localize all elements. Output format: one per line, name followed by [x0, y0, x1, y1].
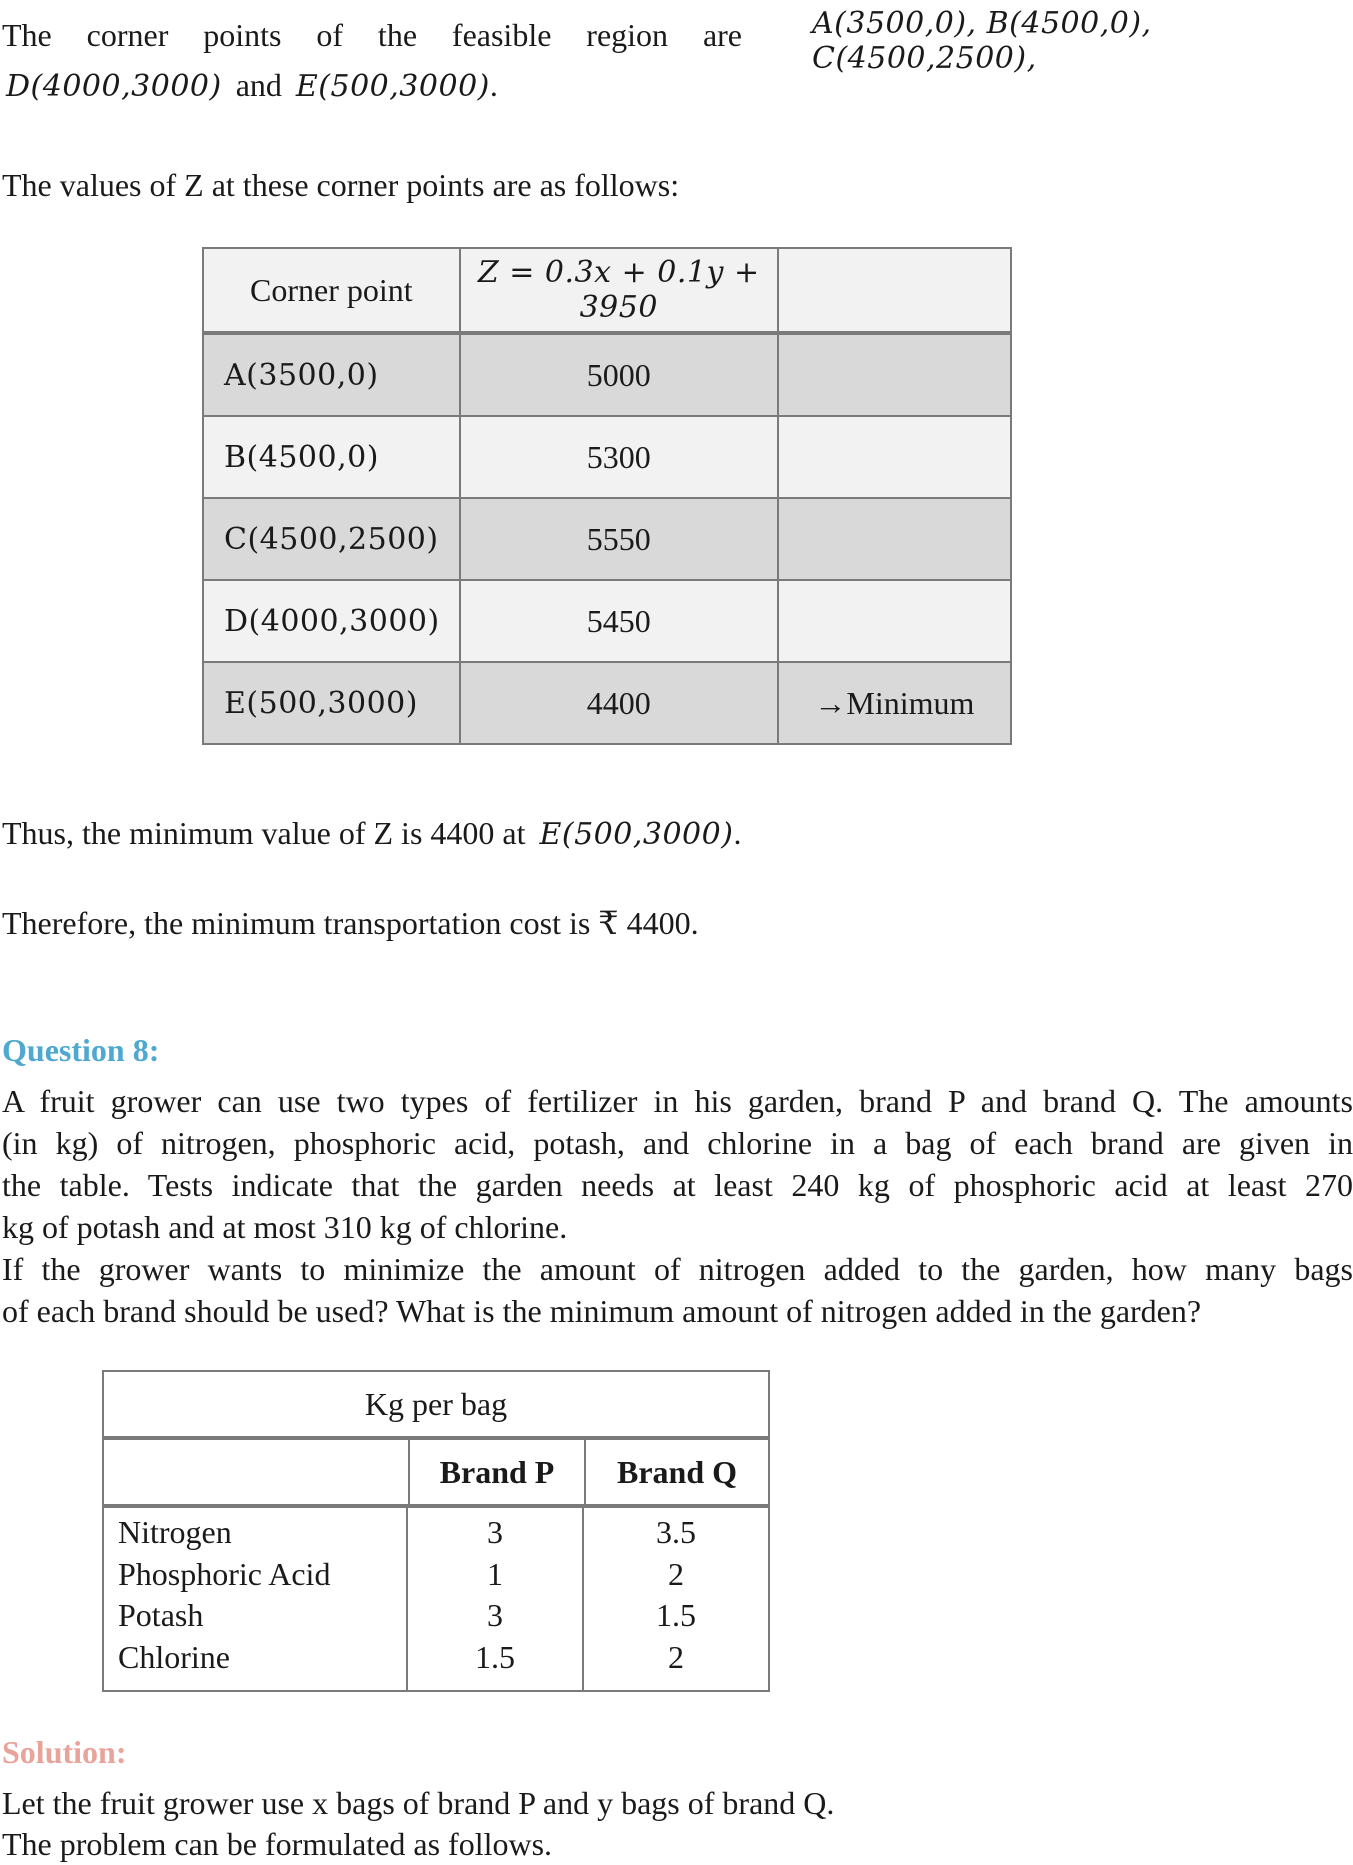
intro-line2 — [6, 64, 498, 106]
conclusion-min — [2, 812, 741, 854]
nutrient-name: Phosphoric Acid — [118, 1555, 331, 1592]
nutrient-name: Chlorine — [118, 1638, 230, 1675]
cell-z: 5550 — [460, 498, 778, 580]
header-z-formula: Z = 0.3x + 0.1y + 3950 — [460, 248, 778, 333]
intro-and: and — [235, 67, 282, 103]
corner-point-table — [202, 247, 1012, 745]
brand-p-value: 3 — [487, 1597, 503, 1633]
question-line: A fruit grower can use two types of fertilizer in his garden, brand P and brand Q. The amounts — [2, 1083, 1353, 1119]
question-line: (in kg) of nitrogen, phosphoric acid, potash, and chlorine in a bag of each brand are given in — [2, 1125, 1353, 1161]
question-line: the table. Tests indicate that the garden needs at least 240 kg of phosphoric acid at least 270 — [2, 1167, 1353, 1203]
header-corner-point: Corner point — [203, 248, 460, 333]
question-paragraph-1 — [2, 1080, 1353, 1332]
question-line: of each brand should be used? What is the minimum amount of nitrogen added in the garden? — [2, 1293, 1202, 1329]
question-heading: Question 8: — [2, 1032, 160, 1068]
brand-p-column — [408, 1508, 584, 1690]
conclusion-cost: Therefore, the minimum transportation cost is ₹ 4400. — [2, 905, 699, 941]
table-row — [203, 333, 1011, 416]
nutrient-name: Nitrogen — [118, 1514, 232, 1550]
intro-points-line1 — [812, 6, 1353, 76]
solution-line-1: Let the fruit grower use x bags of brand P and y bags of brand Q. — [2, 1785, 835, 1821]
cell-note — [778, 416, 1011, 498]
fert-header: Kg per bag — [104, 1372, 768, 1440]
fert-body — [104, 1508, 768, 1690]
solution-line-2: The problem can be formulated as follows. — [2, 1826, 553, 1862]
corner-table-header — [203, 248, 1011, 333]
intro-point-e: E(500,3000) — [295, 69, 490, 104]
brand-q-header: Brand Q — [616, 1453, 738, 1490]
fertilizer-table — [102, 1370, 770, 1692]
cell-point: C(4500,2500) — [203, 498, 460, 580]
table-row — [203, 580, 1011, 662]
table-row — [203, 416, 1011, 498]
cell-z: 5000 — [460, 333, 778, 416]
question-line: kg of potash and at most 310 kg of chlorine. — [2, 1209, 568, 1245]
nutrient-column — [104, 1508, 408, 1690]
table-row — [203, 662, 1011, 744]
question-line: If the grower wants to minimize the amount of nitrogen added to the garden, how many bags — [2, 1251, 1353, 1287]
header-extra — [778, 248, 1011, 333]
values-intro: The values of Z at these corner points are as follows: — [2, 167, 680, 203]
intro-point-d: D(4000,3000) — [6, 69, 222, 104]
cell-point: D(4000,3000) — [203, 580, 460, 662]
solution-heading: Solution: — [2, 1734, 127, 1770]
brand-q-value: 2 — [668, 1638, 684, 1675]
conclusion-min-dot: . — [733, 815, 742, 851]
cell-point: A(3500,0) — [203, 333, 460, 416]
fert-brand-row — [104, 1440, 768, 1508]
cell-point: E(500,3000) — [203, 662, 460, 744]
cell-z: 5300 — [460, 416, 778, 498]
nutrient-name: Potash — [118, 1597, 204, 1633]
intro-text — [2, 14, 742, 56]
cell-note — [778, 498, 1011, 580]
brand-q-column — [584, 1508, 768, 1690]
cell-point: B(4500,0) — [203, 416, 460, 498]
cell-note: →Minimum — [778, 662, 1011, 744]
table-row — [203, 498, 1011, 580]
brand-p-value: 3 — [487, 1514, 503, 1550]
brand-p-value: 1 — [487, 1555, 503, 1592]
brand-p-header: Brand P — [410, 1440, 586, 1504]
brand-q-value: 1.5 — [656, 1597, 696, 1633]
fert-empty-cell — [104, 1440, 410, 1504]
cell-z: 5450 — [460, 580, 778, 662]
cell-note — [778, 333, 1011, 416]
intro-end-dot: . — [489, 67, 498, 103]
cell-z: 4400 — [460, 662, 778, 744]
brand-q-value: 2 — [668, 1555, 684, 1592]
brand-q-value: 3.5 — [656, 1514, 696, 1550]
brand-p-value: 1.5 — [475, 1638, 515, 1675]
conclusion-min-text: Thus, the minimum value of Z is 4400 at — [2, 815, 526, 851]
cell-note — [778, 580, 1011, 662]
intro-points-abc: A(3500,0), B(4500,0), C(4500,2500), — [812, 6, 1152, 76]
conclusion-min-point: E(500,3000) — [539, 817, 734, 852]
intro-text-start: The corner points of the feasible region are — [2, 17, 742, 53]
